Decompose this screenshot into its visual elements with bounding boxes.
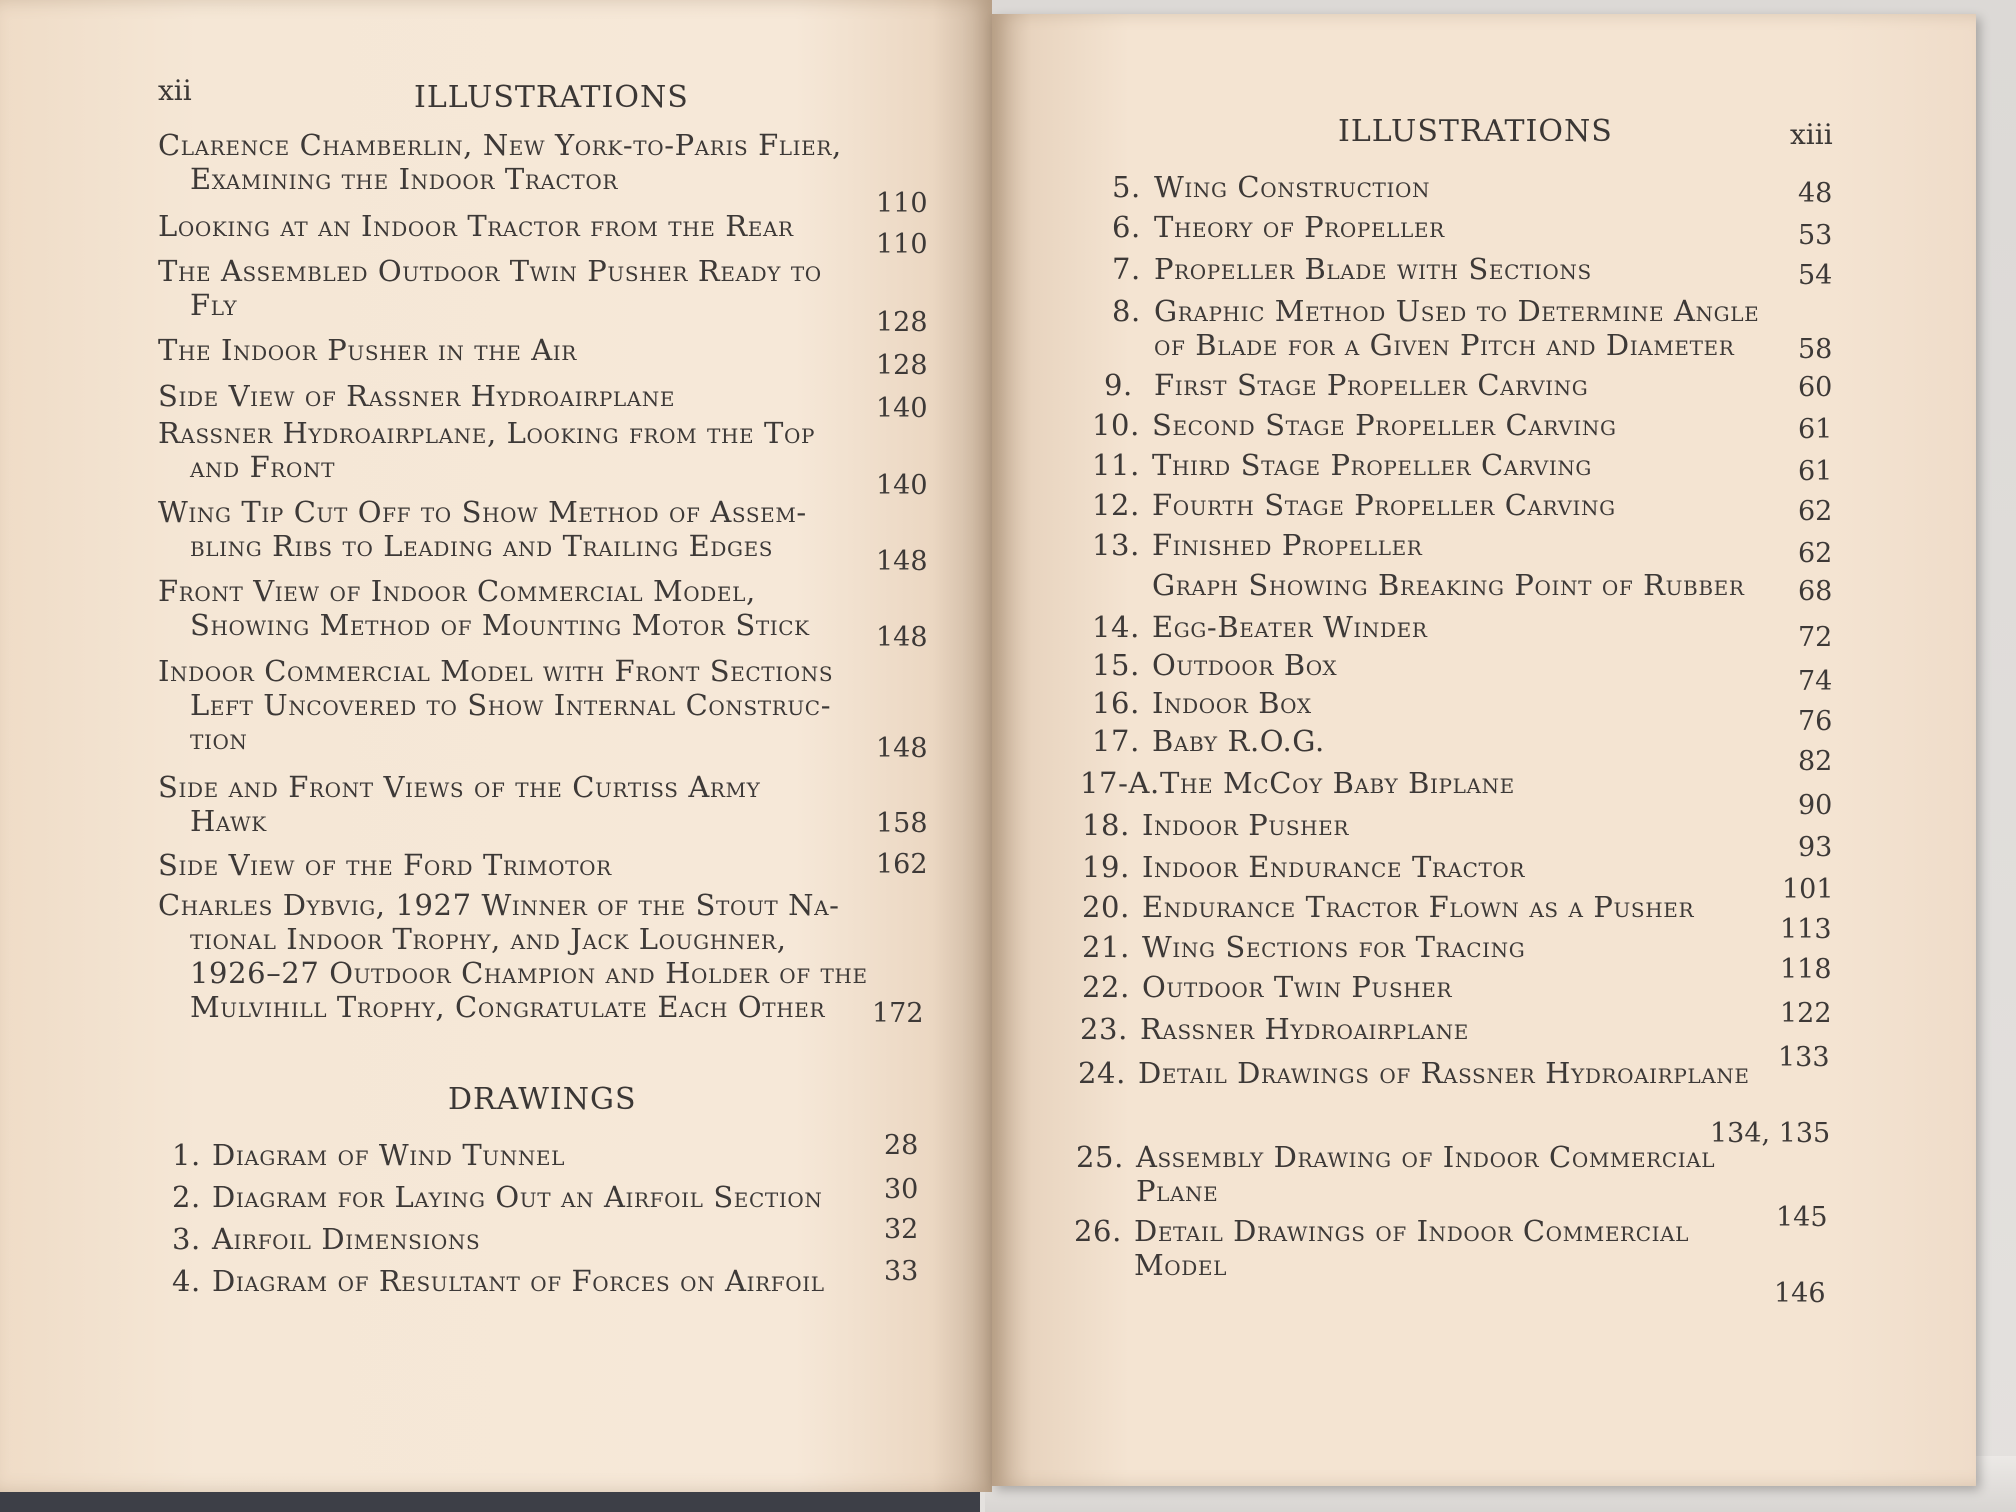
entry-page-number: 172 bbox=[872, 998, 924, 1029]
entry-number: 9. bbox=[1104, 368, 1133, 402]
entry-line: The Assembled Outdoor Twin Pusher Ready to bbox=[158, 254, 822, 288]
list-item bbox=[172, 1138, 565, 1172]
entry-page-number: 62 bbox=[1798, 496, 1833, 527]
list-item bbox=[1080, 1012, 1469, 1046]
list-item bbox=[172, 1222, 480, 1256]
entry-page-number: 68 bbox=[1798, 576, 1833, 607]
list-item bbox=[1082, 930, 1525, 964]
entry-page-number: 146 bbox=[1774, 1278, 1826, 1309]
drawing-title: Diagram of Resultant of Forces on Airfoil bbox=[212, 1264, 825, 1298]
entry-number: 17. bbox=[1092, 724, 1140, 758]
entry-page-number: 110 bbox=[876, 188, 928, 219]
entry-page-number: 140 bbox=[876, 393, 928, 424]
drawing-title: Diagram for Laying Out an Airfoil Section bbox=[212, 1180, 823, 1214]
entry-number: 22. bbox=[1082, 970, 1130, 1004]
entry-page-number: 148 bbox=[876, 546, 928, 577]
entry-page-number: 148 bbox=[876, 733, 928, 764]
list-item bbox=[1092, 724, 1325, 758]
entry-number: 21. bbox=[1082, 930, 1130, 964]
entry-page-number: 76 bbox=[1798, 706, 1833, 737]
drawing-number: 1. bbox=[172, 1138, 201, 1172]
entry-line: Fourth Stage Propeller Carving bbox=[1152, 488, 1616, 522]
list-item bbox=[158, 654, 833, 756]
entry-line: Outdoor Box bbox=[1152, 648, 1338, 682]
list-item bbox=[158, 888, 868, 1024]
entry-line: Side View of the Ford Trimotor bbox=[158, 848, 612, 882]
entry-line: Assembly Drawing of Indoor Commercial bbox=[1136, 1140, 1716, 1174]
entry-page-number: 122 bbox=[1780, 998, 1832, 1029]
entry-number: 7. bbox=[1112, 252, 1141, 286]
entry-number: 20. bbox=[1082, 890, 1130, 924]
entry-page-number: 53 bbox=[1798, 220, 1833, 251]
drawing-title: Diagram of Wind Tunnel bbox=[212, 1138, 566, 1172]
entry-number: 5. bbox=[1112, 170, 1141, 204]
entry-number: 6. bbox=[1112, 210, 1141, 244]
list-item bbox=[1112, 252, 1592, 286]
list-item bbox=[158, 770, 760, 838]
entry-page-number: 82 bbox=[1798, 746, 1833, 777]
list-item bbox=[1112, 170, 1430, 204]
entry-line: Graphic Method Used to Determine Angle bbox=[1154, 294, 1760, 328]
list-item bbox=[158, 128, 842, 196]
page-header: ILLUSTRATIONS bbox=[1338, 114, 1613, 149]
entry-line: Wing Sections for Tracing bbox=[1142, 930, 1526, 964]
entry-line: Left Uncovered to Show Internal Construc- bbox=[190, 688, 832, 722]
entry-line: The McCoy Baby Biplane bbox=[1160, 766, 1515, 800]
entry-number: 8. bbox=[1112, 294, 1141, 328]
list-item bbox=[1076, 1140, 1715, 1208]
list-item bbox=[1074, 1214, 1689, 1282]
entry-number: 23. bbox=[1080, 1012, 1128, 1046]
entry-page-number: 93 bbox=[1798, 832, 1833, 863]
entry-page-number: 145 bbox=[1776, 1202, 1828, 1233]
entry-line: Indoor Pusher bbox=[1142, 808, 1350, 842]
entry-line: of Blade for a Given Pitch and Diameter bbox=[1154, 328, 1735, 362]
list-item bbox=[1080, 766, 1515, 800]
drawing-title: Airfoil Dimensions bbox=[212, 1222, 481, 1256]
entry-line: Model bbox=[1134, 1248, 1228, 1282]
entry-number: 17-A. bbox=[1080, 766, 1160, 800]
entry-line: Front View of Indoor Commercial Model, bbox=[158, 574, 756, 608]
entry-line: Detail Drawings of Indoor Commercial bbox=[1134, 1214, 1690, 1248]
entry-number: 13. bbox=[1092, 528, 1140, 562]
entry-page-number: 90 bbox=[1798, 790, 1833, 821]
entry-page-number: 148 bbox=[876, 622, 928, 653]
left-page bbox=[0, 0, 992, 1492]
entry-line: bling Ribs to Leading and Trailing Edges bbox=[190, 529, 774, 563]
entry-page-number: 61 bbox=[1798, 414, 1833, 445]
entry-line: tion bbox=[190, 722, 248, 756]
list-item bbox=[1092, 648, 1337, 682]
entry-line: Endurance Tractor Flown as a Pusher bbox=[1142, 890, 1695, 924]
entry-page-number: 48 bbox=[1798, 178, 1833, 209]
entry-line: Indoor Endurance Tractor bbox=[1142, 850, 1526, 884]
entry-page-number: 158 bbox=[876, 808, 928, 839]
entry-number: 11. bbox=[1092, 448, 1140, 482]
drawing-page-number: 33 bbox=[884, 1256, 919, 1287]
entry-line: Fly bbox=[190, 288, 238, 322]
entry-number: 15. bbox=[1092, 648, 1140, 682]
entry-line: Outdoor Twin Pusher bbox=[1142, 970, 1453, 1004]
entry-line: Second Stage Propeller Carving bbox=[1152, 408, 1617, 442]
drawing-number: 4. bbox=[172, 1264, 201, 1298]
entry-line: Graph Showing Breaking Point of Rubber bbox=[1152, 568, 1745, 602]
list-item bbox=[1092, 610, 1428, 644]
entry-line: Rassner Hydroairplane, Looking from the Top bbox=[158, 416, 816, 450]
entry-line: tional Indoor Trophy, and Jack Loughner, bbox=[190, 922, 787, 956]
entry-number: 19. bbox=[1082, 850, 1130, 884]
entry-number: 26. bbox=[1074, 1214, 1122, 1248]
entry-number: 14. bbox=[1092, 610, 1140, 644]
list-item bbox=[158, 848, 612, 882]
drawing-page-number: 30 bbox=[884, 1174, 919, 1205]
list-item bbox=[1092, 528, 1422, 562]
entry-number: 10. bbox=[1092, 408, 1140, 442]
entry-line: Wing Construction bbox=[1154, 170, 1431, 204]
drawing-number: 3. bbox=[172, 1222, 201, 1256]
entry-page-number: 54 bbox=[1798, 260, 1833, 291]
entry-page-number: 60 bbox=[1798, 372, 1833, 403]
entry-line: Propeller Blade with Sections bbox=[1154, 252, 1592, 286]
entry-page-number: 162 bbox=[876, 849, 928, 880]
list-item bbox=[172, 1264, 825, 1298]
list-item bbox=[1092, 408, 1617, 442]
list-item bbox=[1092, 686, 1312, 720]
list-item bbox=[1078, 1056, 1750, 1090]
entry-number: 25. bbox=[1076, 1140, 1124, 1174]
entry-page-number: 134, 135 bbox=[1710, 1118, 1831, 1149]
entry-line: Mulvihill Trophy, Congratulate Each Other bbox=[190, 990, 826, 1024]
page-header: ILLUSTRATIONS bbox=[414, 80, 689, 115]
entry-line: Detail Drawings of Rassner Hydroairplane bbox=[1138, 1056, 1750, 1090]
list-item bbox=[1104, 368, 1588, 402]
entry-page-number: 113 bbox=[1780, 914, 1832, 945]
list-item bbox=[172, 1180, 822, 1214]
list-item bbox=[158, 209, 794, 243]
list-item bbox=[1092, 568, 1745, 602]
entry-line: Finished Propeller bbox=[1152, 528, 1423, 562]
list-item bbox=[158, 495, 807, 563]
entry-number: 12. bbox=[1092, 488, 1140, 522]
list-item bbox=[1092, 488, 1616, 522]
entry-page-number: 128 bbox=[876, 350, 928, 381]
entry-page-number: 62 bbox=[1798, 538, 1833, 569]
entry-line: First Stage Propeller Carving bbox=[1154, 368, 1589, 402]
entry-line: The Indoor Pusher in the Air bbox=[158, 333, 577, 367]
entry-line: Baby R.O.G. bbox=[1152, 724, 1325, 758]
entry-line: Looking at an Indoor Tractor from the Rear bbox=[158, 209, 794, 243]
page-folio: xii bbox=[158, 74, 192, 107]
list-item bbox=[1112, 294, 1759, 362]
entry-number: 24. bbox=[1078, 1056, 1126, 1090]
list-item bbox=[158, 379, 675, 413]
drawing-page-number: 28 bbox=[884, 1130, 919, 1161]
drawings-title: DRAWINGS bbox=[448, 1082, 637, 1117]
entry-page-number: 110 bbox=[876, 229, 928, 260]
list-item bbox=[158, 574, 810, 642]
list-item bbox=[158, 254, 822, 322]
entry-page-number: 101 bbox=[1782, 874, 1834, 905]
list-item bbox=[1112, 210, 1445, 244]
entry-line: Plane bbox=[1136, 1174, 1219, 1208]
list-item bbox=[1082, 850, 1525, 884]
entry-line: Indoor Box bbox=[1152, 686, 1312, 720]
entry-number: 16. bbox=[1092, 686, 1140, 720]
entry-line: Theory of Propeller bbox=[1154, 210, 1445, 244]
entry-line: Hawk bbox=[190, 804, 267, 838]
entry-page-number: 118 bbox=[1780, 954, 1832, 985]
entry-line: Indoor Commercial Model with Front Sections bbox=[158, 654, 834, 688]
entry-line: Side View of Rassner Hydroairplane bbox=[158, 379, 676, 413]
entry-line: Side and Front Views of the Curtiss Army bbox=[158, 770, 761, 804]
entry-line: Egg-Beater Winder bbox=[1152, 610, 1428, 644]
entry-page-number: 140 bbox=[876, 470, 928, 501]
entry-line: Wing Tip Cut Off to Show Method of Assem- bbox=[158, 495, 807, 529]
entry-page-number: 61 bbox=[1798, 456, 1833, 487]
entry-page-number: 74 bbox=[1798, 666, 1833, 697]
entry-line: Examining the Indoor Tractor bbox=[190, 162, 619, 196]
entry-line: Showing Method of Mounting Motor Stick bbox=[190, 608, 810, 642]
list-item bbox=[1082, 890, 1694, 924]
page-folio: xiii bbox=[1790, 118, 1833, 151]
drawing-number: 2. bbox=[172, 1180, 201, 1214]
entry-page-number: 128 bbox=[876, 307, 928, 338]
list-item bbox=[1082, 970, 1452, 1004]
entry-page-number: 72 bbox=[1798, 622, 1833, 653]
list-item bbox=[1082, 808, 1349, 842]
entry-page-number: 58 bbox=[1798, 334, 1833, 365]
right-page bbox=[992, 14, 1976, 1486]
entry-line: Rassner Hydroairplane bbox=[1140, 1012, 1469, 1046]
entry-line: Clarence Chamberlin, New York-to-Paris Flier, bbox=[158, 128, 842, 162]
list-item bbox=[158, 333, 577, 367]
entry-line: Charles Dybvig, 1927 Winner of the Stout Na- bbox=[158, 888, 840, 922]
entry-line: and Front bbox=[190, 450, 336, 484]
entry-page-number: 133 bbox=[1778, 1042, 1830, 1073]
drawing-page-number: 32 bbox=[884, 1214, 919, 1245]
list-item bbox=[1092, 448, 1592, 482]
list-item bbox=[158, 416, 815, 484]
entry-number: 18. bbox=[1082, 808, 1130, 842]
entry-line: 1926–27 Outdoor Champion and Holder of the bbox=[190, 956, 868, 990]
entry-line: Third Stage Propeller Carving bbox=[1152, 448, 1593, 482]
